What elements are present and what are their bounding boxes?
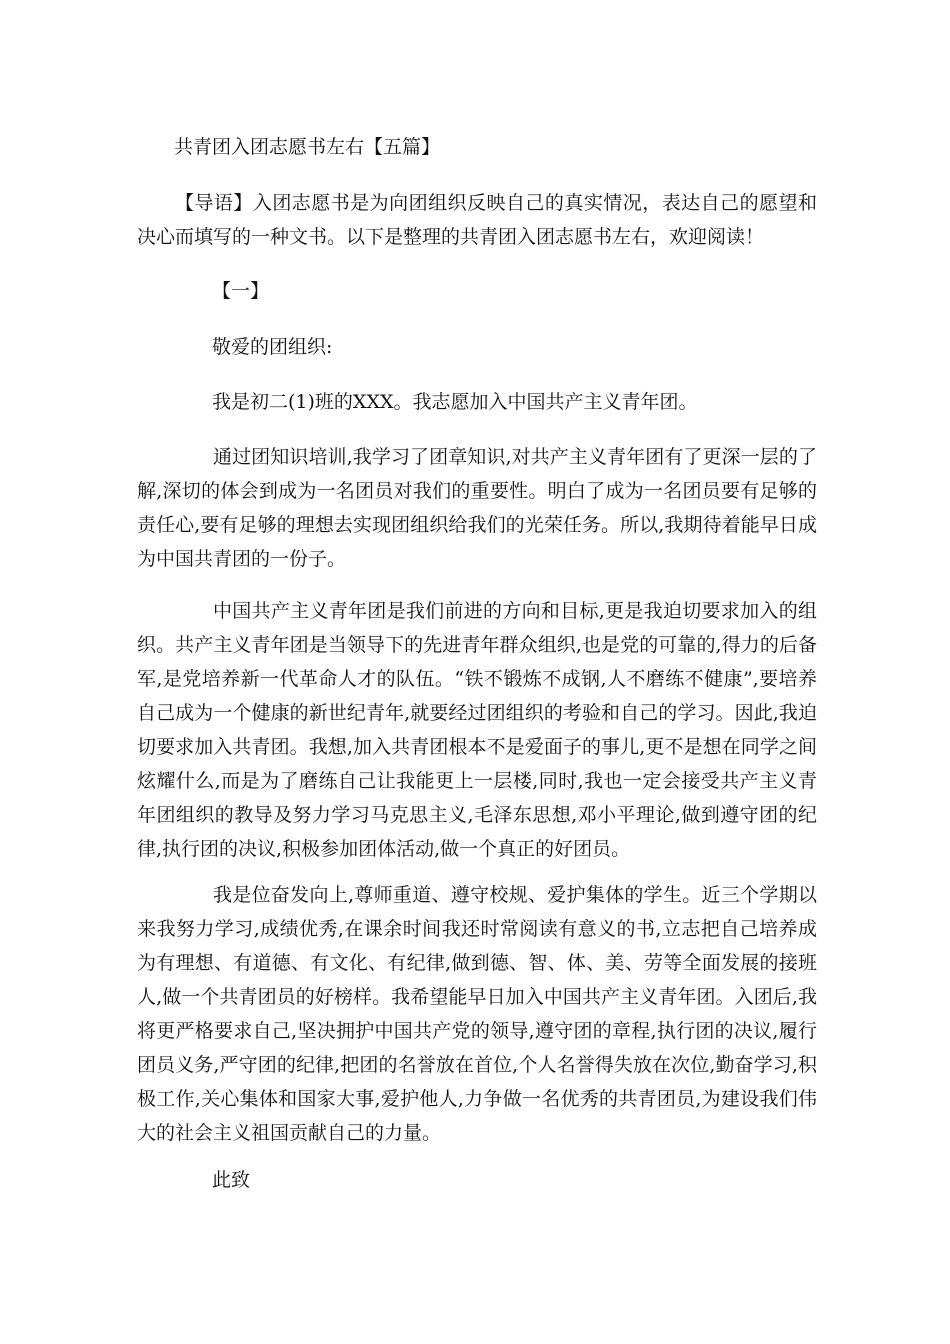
- intro-paragraph: 【导语】入团志愿书是为向团组织反映自己的真实情况，表达自己的愿望和决心而填写的一种文书。以下是整理的共青团入团志愿书左右，欢迎阅读！: [137, 192, 817, 248]
- document-title: 共青团入团志愿书左右【五篇】: [174, 136, 441, 158]
- salutation: 敬爱的团组织:: [212, 336, 333, 358]
- section-heading: 【一】: [212, 280, 270, 302]
- body-paragraph-4: 我是位奋发向上,尊师重道、遵守校规、爱护集体的学生。近三个学期以来我努力学习,成绩优秀,在课余时间我还时常阅读有意义的书,立志把自己培养成为有理想、有道德、有文化、有纪律,做到德、智、体、美、劳等全面发展的接班人,做一个共青团员的好榜样。我希望能早日加入中国共产主义青年团。入团后,我将更严格要求自己,坚决拥护中国共产党的领导,遵守团的章程,执行团的决议,履行团员义务,严守团的纪律,把团的名誉放在首位,个人名誉得失放在次位,勤奋学习,积极工作,关心集体和国家大事,爱护他人,力争做一名优秀的共青团员,为建设我们伟大的社会主义祖国贡献自己的力量。: [137, 884, 817, 1144]
- body-paragraph-3: 中国共产主义青年团是我们前进的方向和目标,更是我迫切要求加入的组织。共产主义青年团是当领导下的先进青年群众组织,也是党的可靠的,得力的后备军,是党培养新一代革命人才的队伍。“铁不锻炼不成钢,人不磨练不健康”,要培养自己成为一个健康的新世纪青年,就要经过团组织的考验和自己的学习。因此,我迫切要求加入共青团。我想,加入共青团根本不是爱面子的事儿,更不是想在同学之间炫耀什么,而是为了磨练自己让我能更上一层楼,同时,我也一定会接受共产主义青年团组织的教导及努力学习马克思主义,毛泽东思想,邓小平理论,做到遵守团的纪律,执行团的决议,积极参加团体活动,做一个真正的好团员。: [137, 600, 817, 860]
- closing-text: 此致: [212, 1169, 251, 1191]
- body-paragraph-2: 通过团知识培训,我学习了团章知识,对共产主义青年团有了更深一层的了解,深切的体会到成为一名团员对我们的重要性。明白了成为一名团员要有足够的责任心,要有足够的理想去实现团组织给我们的光荣任务。所以,我期待着能早日成为中国共青团的一份子。: [137, 446, 817, 570]
- body-paragraph-1: 我是初二(1)班的XXX。我志愿加入中国共产主义青年团。: [212, 391, 698, 413]
